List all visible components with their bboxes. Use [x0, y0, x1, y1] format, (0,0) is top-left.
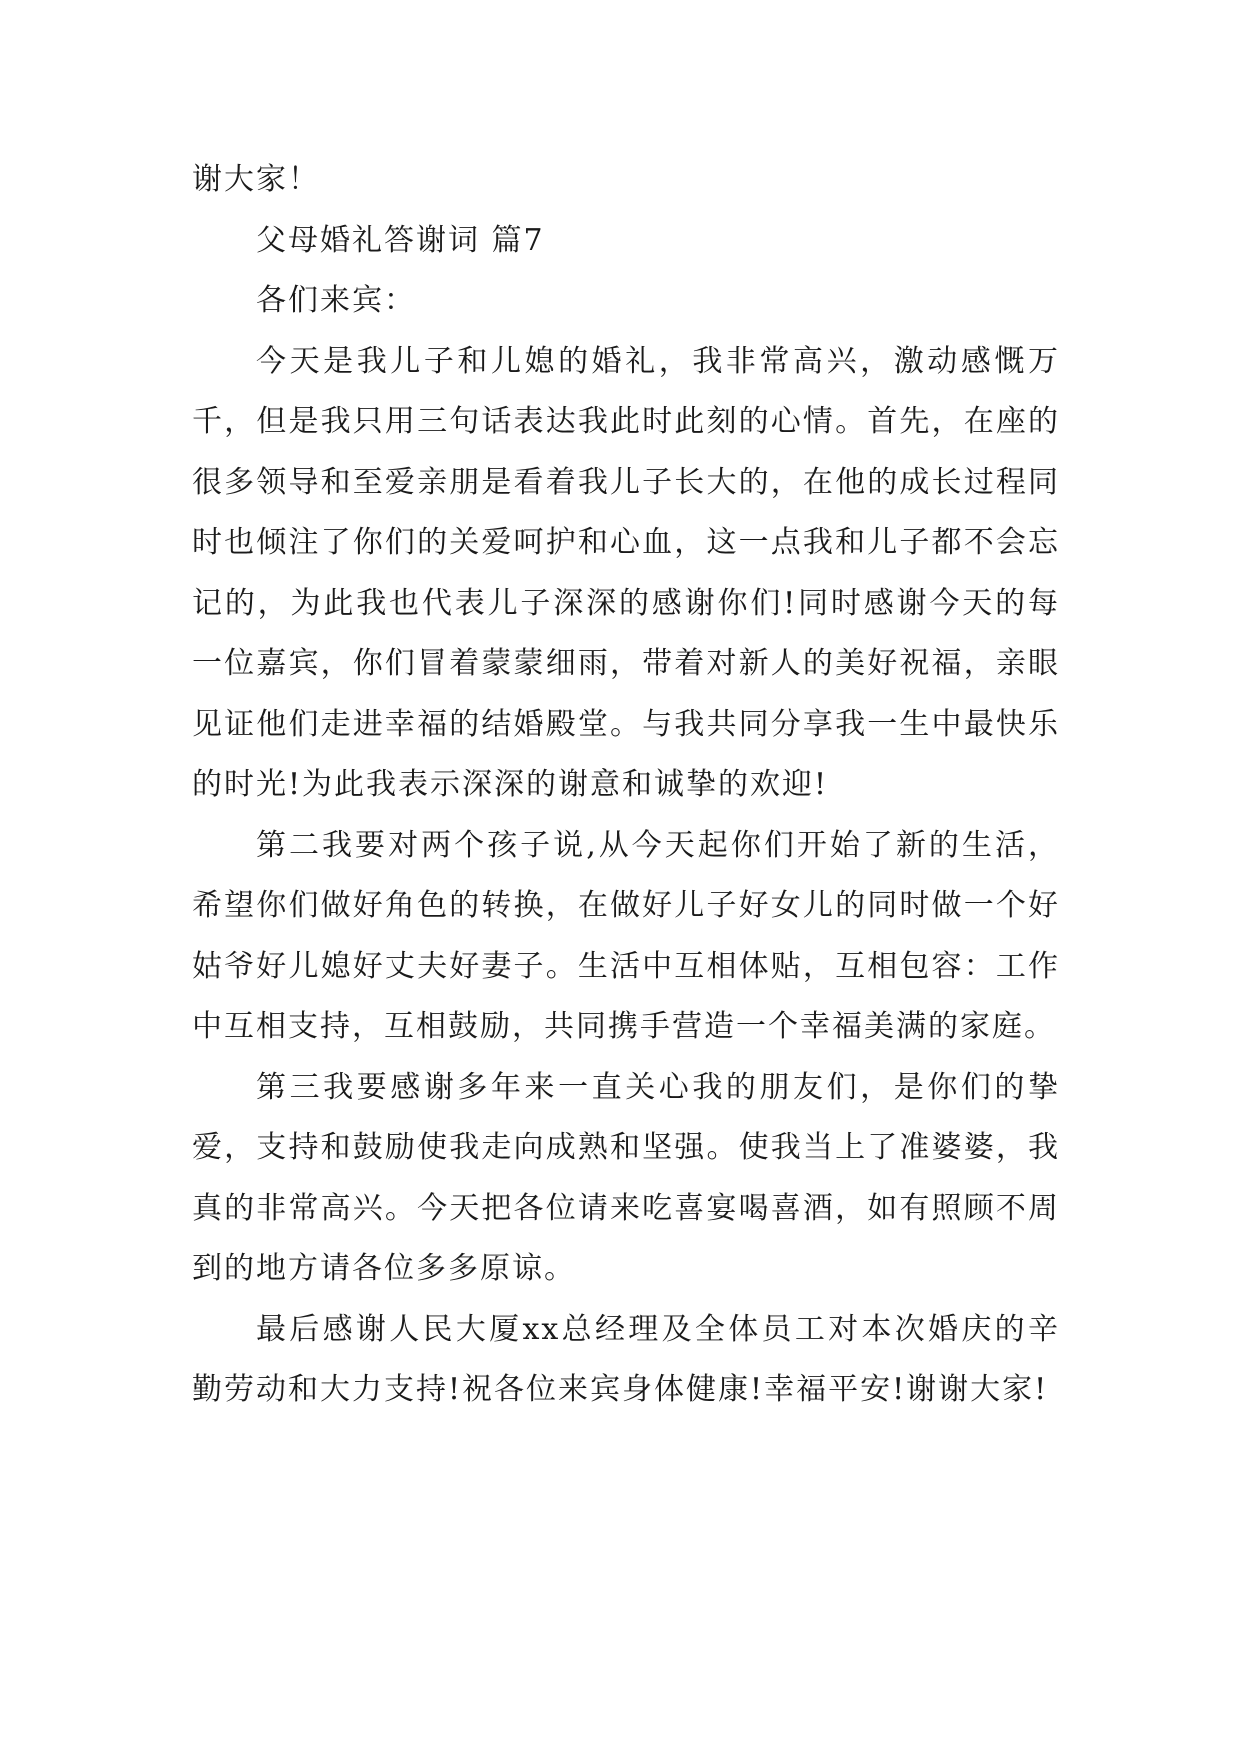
section-heading: 父母婚礼答谢词 篇7: [256, 222, 545, 258]
paragraph-final: 最后感谢人民大厦xx总经理及全体员工对本次婚庆的辛勤劳动和大力支持!祝各位来宾身体健康!幸福平安!谢谢大家!: [192, 1311, 1060, 1407]
paragraph-closing-thanks: 谢大家！: [192, 162, 320, 197]
paragraph-opening: 今天是我儿子和儿媳的婚礼，我非常高兴，激动感慨万千，但是我只用三句话表达我此时此刻的心情。首先，在座的很多领导和至爱亲朋是看着我儿子长大的，在他的成长过程同时也倾注了你们的关爱呵护和心血，这一点我和儿子都不会忘记的，为此我也代表儿子深深的感谢你们!同时感谢今天的每一位嘉宾，你们冒着蒙蒙细雨，带着对新人的美好祝福，亲眼见证他们走进幸福的结婚殿堂。与我共同分享我一生中最快乐的时光!为此我表示深深的谢意和诚挚的欢迎!: [192, 343, 1060, 802]
paragraph-third: 第三我要感谢多年来一直关心我的朋友们，是你们的挚爱，支持和鼓励使我走向成熟和坚强。使我当上了准婆婆，我真的非常高兴。今天把各位请来吃喜宴喝喜酒，如有照顾不周到的地方请各位多多原谅。: [192, 1069, 1060, 1286]
paragraph-second: 第二我要对两个孩子说,从今天起你们开始了新的生活，希望你们做好角色的转换，在做好儿子好女儿的同时做一个好姑爷好儿媳好丈夫好妻子。生活中互相体贴，互相包容：工作中互相支持，互相鼓励，共同携手营造一个幸福美满的家庭。: [192, 827, 1060, 1044]
salutation: 各们来宾：: [256, 283, 416, 318]
document-body: [192, 150, 1060, 1421]
